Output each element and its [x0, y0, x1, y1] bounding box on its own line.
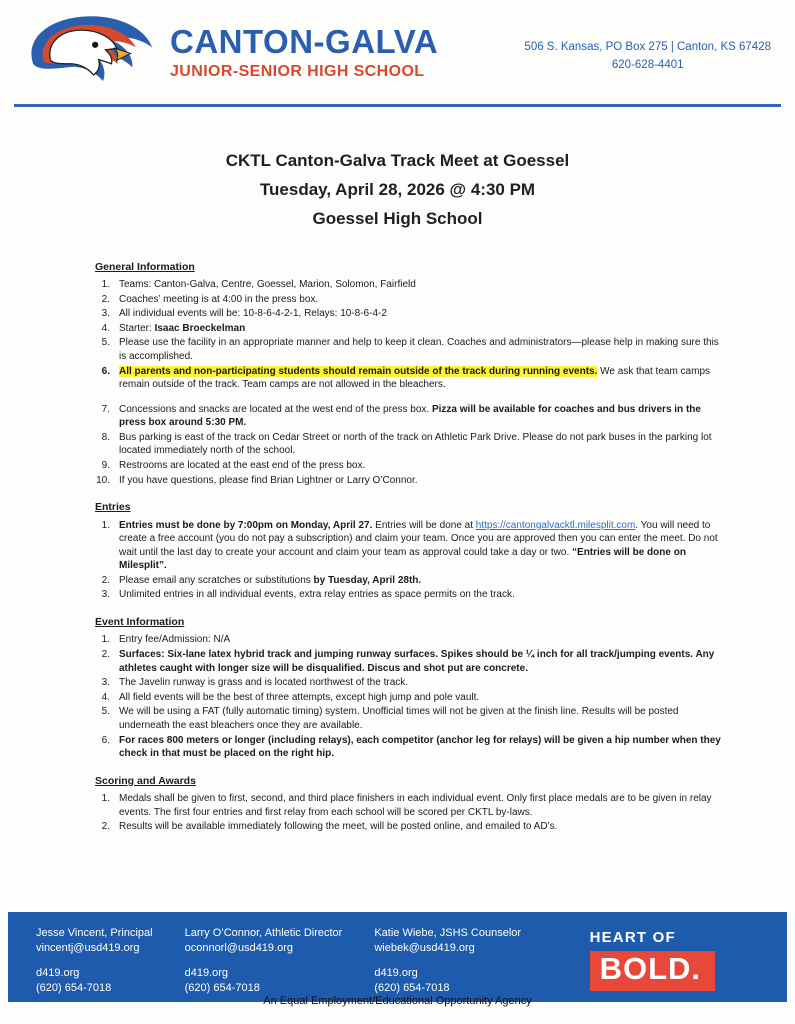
section: [95, 774, 727, 834]
contact-phone: (620) 654-7018: [374, 981, 450, 994]
text-segment: All individual events will be: 10-8-6-4-2-1, Relays: 10-8-6-4-2: [119, 308, 387, 320]
item-text: [119, 792, 727, 819]
list-item: [95, 431, 727, 458]
address-line: 506 S. Kansas, PO Box 275 | Canton, KS 67428: [524, 40, 771, 53]
list-item: [95, 474, 727, 488]
list-item: [95, 633, 727, 647]
item-number: 6.: [101, 365, 110, 377]
item-text: [119, 820, 727, 834]
list-item: [95, 278, 727, 292]
footer-band: [8, 912, 787, 1002]
text-segment: We ask that team camps remain outside of the track. Team camps are not allowed in the bleachers.: [119, 365, 711, 391]
section-heading: General Information: [95, 260, 195, 273]
item-text: [119, 574, 727, 588]
contact-website: d419.org: [374, 966, 418, 979]
list-item: [95, 293, 727, 307]
item-number: 3.: [101, 308, 110, 320]
contact-email: vincentj@usd419.org: [36, 941, 140, 954]
list-item: [95, 365, 727, 392]
contact-phone: (620) 654-7018: [36, 981, 112, 994]
school-name: CANTON-GALVA: [170, 23, 439, 61]
header-divider: [14, 104, 781, 107]
list-item: [95, 676, 727, 690]
item-number: 2.: [101, 574, 110, 586]
eeo-notice: An Equal Employment/Educational Opportunity Agency: [263, 995, 532, 1007]
text-segment: All field events will be the best of three attempts, except high jump and pole vault.: [119, 691, 480, 703]
text-segment: For races 800 meters or longer (including relays), each competitor (anchor leg for relays) will be given a hip number when they check in that must be placed on the right hip.: [119, 734, 721, 760]
item-number: 2.: [101, 293, 110, 305]
item-number: 2.: [101, 821, 110, 833]
text-segment: . You will need to create a free account (you do not pay a subscription) and claim your team. Once you are approved then you can enter the meet. Do not wait until the last day to create your account and claim your team as approval could take a day or two.: [119, 519, 718, 558]
item-number: 3.: [101, 589, 110, 601]
contact-email: oconnorl@usd419.org: [184, 941, 293, 954]
item-text: [119, 431, 727, 458]
item-text: [119, 633, 727, 647]
text-segment: Please email any scratches or substitutions: [119, 574, 314, 586]
text-segment: Starter:: [119, 322, 155, 334]
bold-logo: BOLD.: [590, 951, 715, 991]
text-segment: Teams: Canton-Galva, Centre, Goessel, Marion, Solomon, Fairfield: [119, 278, 416, 290]
text-segment: Entries will be done at: [372, 519, 476, 531]
text-segment: Surfaces: Six-lane latex hybrid track and jumping runway surfaces. Spikes should be ¼ inch for all track/jumping events. Any athletes caught with longer size will be disqualified. Discus and shot put are concrete.: [119, 648, 715, 674]
text-segment: Bus parking is east of the track on Cedar Street or north of the track on Athletic Park Drive. Please do not park buses in the parking lot located immediately north of the school.: [119, 431, 712, 457]
contact-column: [185, 926, 343, 994]
text-segment: The Javelin runway is grass and is located northwest of the track.: [119, 677, 409, 689]
section-heading: Entries: [95, 501, 131, 514]
text-segment: Isaac Broeckelman: [154, 322, 246, 334]
school-identity: [170, 25, 438, 81]
contact-name: Katie Wiebe, JSHS Counselor: [374, 927, 522, 939]
item-text: [119, 322, 727, 336]
contact-email: wiebek@usd419.org: [374, 941, 475, 954]
text-segment: Coaches’ meeting is at 4:00 in the press box.: [119, 293, 319, 305]
list-item: [95, 648, 727, 675]
list-item: [95, 691, 727, 705]
item-number: 9.: [101, 460, 110, 472]
item-number: 7.: [101, 403, 110, 415]
item-number: 2.: [101, 648, 110, 660]
item-text: [119, 676, 727, 690]
document-title: [0, 147, 795, 234]
item-number: 1.: [101, 519, 110, 531]
text-segment: Concessions and snacks are located at the west end of the press box.: [119, 403, 432, 415]
contact-column: [36, 926, 153, 994]
letterhead: [0, 0, 795, 94]
title-line-3: Goessel High School: [312, 208, 483, 228]
list-item: [95, 459, 727, 473]
list-item: [95, 588, 727, 602]
text-segment: If you have questions, please find Brian Lightner or Larry O’Connor.: [119, 474, 418, 486]
item-text: [119, 588, 727, 602]
text-segment: Entries must be done by 7:00pm on Monday, April 27.: [119, 519, 373, 531]
footer-brand: [590, 926, 787, 994]
item-text: [119, 336, 727, 363]
list-item: [95, 307, 727, 321]
contact-website: d419.org: [184, 966, 229, 979]
list-item: [95, 574, 727, 588]
text-segment: All parents and non-participating students should remain outside of the track during running events.: [119, 365, 598, 377]
item-number: 1.: [101, 634, 110, 646]
section-heading: Scoring and Awards: [95, 774, 196, 787]
list-item: [95, 336, 727, 363]
contact-phone: (620) 654-7018: [184, 981, 260, 994]
list-item: [95, 519, 727, 573]
phone-line: 620-628-4401: [611, 59, 684, 71]
item-text: [119, 307, 727, 321]
item-number: 3.: [101, 677, 110, 689]
footer-contacts: [36, 926, 553, 994]
item-number: 8.: [101, 431, 110, 443]
list-item: [95, 792, 727, 819]
address-block: [524, 32, 771, 75]
contact-name: Larry O’Connor, Athletic Director: [184, 927, 343, 939]
item-text: [119, 691, 727, 705]
section: [95, 500, 727, 602]
item-number: 10.: [96, 474, 110, 486]
school-subtitle: JUNIOR-SENIOR HIGH SCHOOL: [170, 62, 425, 80]
section-heading: Event Information: [95, 616, 185, 629]
item-text: [119, 519, 727, 573]
list-item: [95, 403, 727, 430]
item-number: 5.: [101, 706, 110, 718]
item-text: [119, 459, 727, 473]
text-segment: Medals shall be given to first, second, and third place finishers in each individual event. Only first place medals are to be given in relay events. The first four entries and first relay from each school will be scored per CKTL by-laws.: [119, 792, 712, 818]
text-segment: Results will be available immediately following the meet, will be posted online, and emailed to AD’s.: [119, 821, 558, 833]
list-item: [95, 705, 727, 732]
contact-column: [374, 926, 521, 994]
text-segment: Unlimited entries in all individual events, extra relay entries as space permits on the track.: [119, 589, 515, 601]
text-segment: Entry fee/Admission: N/A: [119, 634, 231, 646]
item-number: 1.: [101, 278, 110, 290]
item-text: [119, 648, 727, 675]
item-text: [119, 278, 727, 292]
text-segment: We will be using a FAT (fully automatic timing) system. Unofficial times will not be given at the finish line. Results will be posted underneath the east bleachers once they are available.: [119, 706, 679, 731]
item-text: [119, 705, 727, 732]
section: [95, 615, 727, 761]
document-sections: [95, 260, 727, 834]
text-segment: “Entries will be done on Milesplit”.: [119, 546, 686, 572]
title-line-1: CKTL Canton-Galva Track Meet at Goessel: [225, 151, 570, 170]
list-item: [95, 734, 727, 761]
heart-of-text: HEART OF: [589, 929, 676, 946]
text-segment: Pizza will be available for coaches and bus drivers in the press box around 5:30 PM.: [119, 403, 701, 429]
item-text: [119, 293, 727, 307]
text-segment: Please use the facility in an appropriate manner and help to keep it clean. Coaches and administrators—please help in making sure this is accomplished.: [119, 337, 719, 362]
contact-name: Jesse Vincent, Principal: [36, 927, 153, 939]
milesplit-link[interactable]: https://cantongalvacktl.milesplit.com: [475, 519, 636, 531]
item-text: [119, 474, 727, 488]
item-number: 1.: [101, 792, 110, 804]
item-text: [119, 734, 727, 761]
list-item: [95, 820, 727, 834]
text-segment: by Tuesday, April 28th.: [313, 574, 422, 586]
item-number: 4.: [101, 322, 110, 334]
title-line-2: Tuesday, April 28, 2026 @ 4:30 PM: [259, 179, 536, 199]
item-text: [119, 403, 727, 430]
contact-website: d419.org: [36, 966, 80, 979]
item-number: 5.: [101, 337, 110, 349]
section: [95, 260, 727, 488]
item-number: 4.: [101, 691, 110, 703]
text-segment: Restrooms are located at the east end of the press box.: [119, 460, 366, 472]
item-text: [119, 365, 727, 392]
list-item: [95, 322, 727, 336]
eagle-logo-icon: [20, 12, 160, 94]
item-number: 6.: [101, 734, 110, 746]
